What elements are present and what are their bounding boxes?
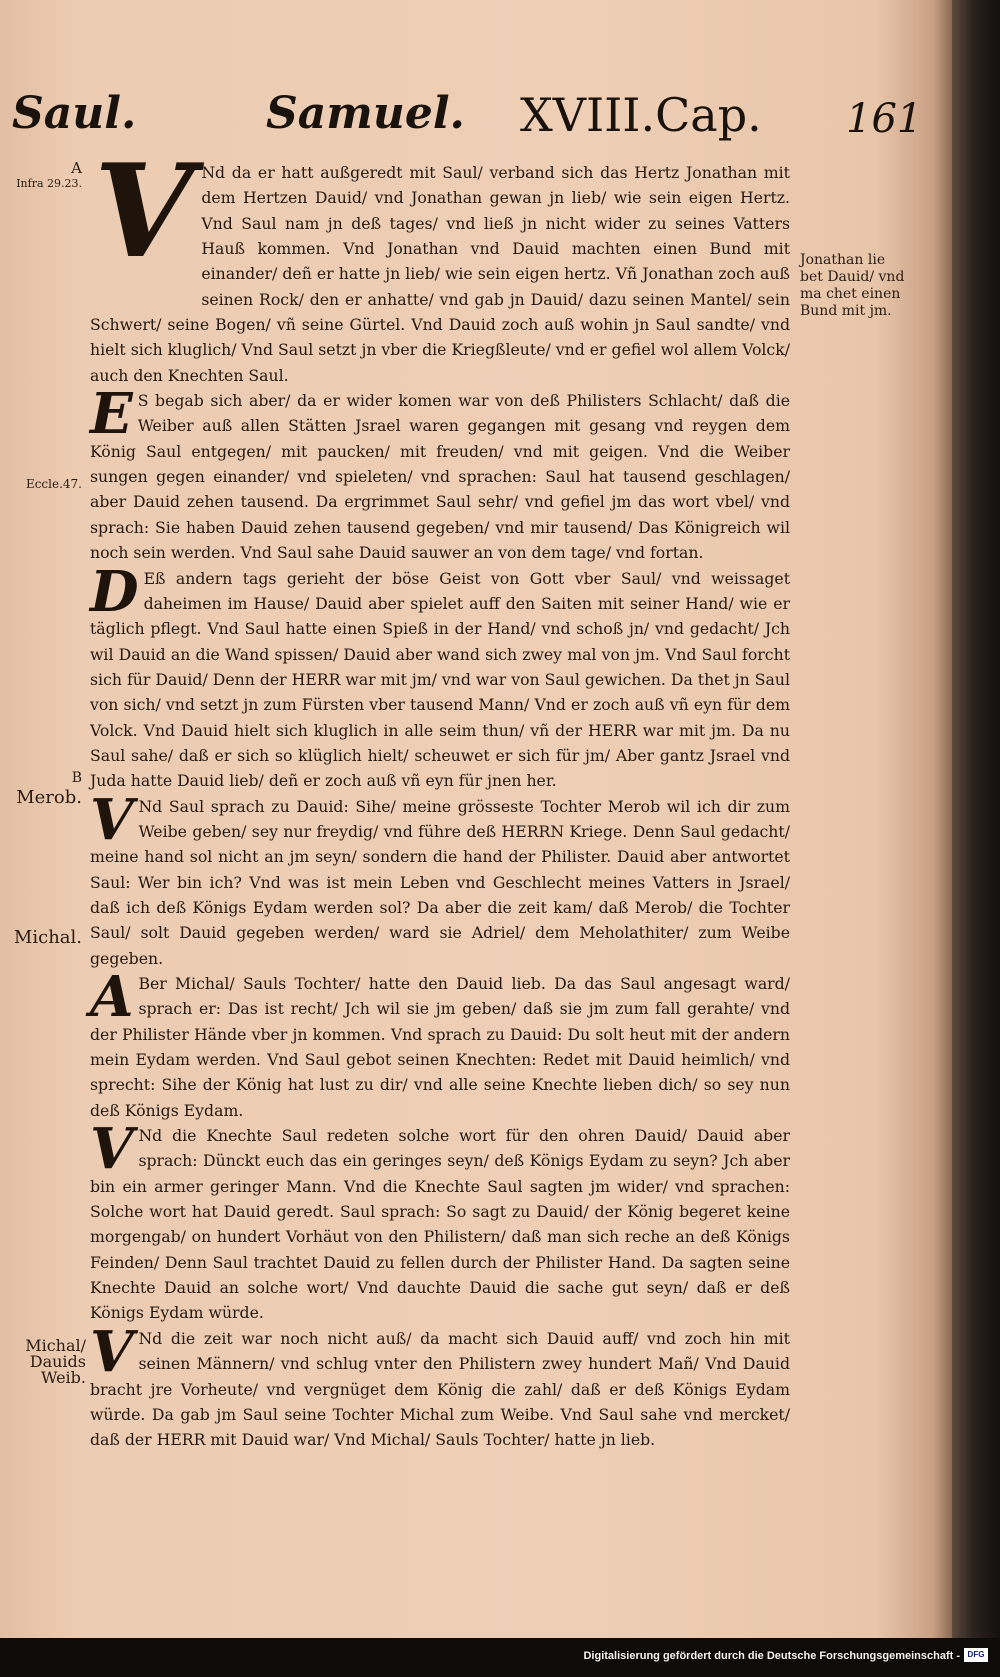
- dfg-logo: DFG: [964, 1648, 988, 1662]
- drop-cap: V: [94, 137, 194, 287]
- drop-cap: E: [90, 381, 133, 448]
- margin-keyword: Merob.: [16, 787, 82, 808]
- paragraph-text: Nd die zeit war noch nicht auß/ da macht sich Dauid auff/ vnd zoch hin mit seinen Männern/ vnd schlug vnter den Philistern zwey hundert Mañ/ Vnd Dauid bracht jre Vorheute/ vnd vergnüget dem König die zahl/ daß er deß Königs Eydam würde. Da gab jm Saul seine Tochter Michal zum Weibe. Vnd Saul sahe vnd mercket/ daß der HERR mit Dauid war/ Vnd Michal/ Sauls Tochter/ hatte jn lieb.: [90, 1328, 790, 1450]
- paragraph: [90, 1318, 790, 1453]
- page-edge: [952, 0, 1000, 1638]
- margin-summary: Jonathan lie bet Dauid/ vnd ma chet einen Bund mit jm.: [800, 252, 905, 319]
- chapter-heading: XVIII.Cap.: [520, 88, 762, 142]
- drop-cap: V: [90, 1318, 134, 1385]
- paragraph-text: Eß andern tags gerieht der böse Geist von Gott vber Saul/ vnd weissaget daheimen im Hause/ Dauid aber spielet auff den Saiten mit seiner Hand/ wie er täglich pflegt. Vnd Saul hatte einen Spieß in der Hand/ vnd schoß jn/ vnd gedacht/ Jch wil Dauid an die Wand spissen/ Dauid aber wand sich zwey mal von jm. Vnd Saul forcht sich für Dauid/ Denn der HERR war mit jm/ vnd war von Saul gewichen. Da thet jn Saul von sich/ vnd setzt jn zum Fürsten vber tausend Mann/ Vnd er zoch auß vñ eyn für dem Volck. Vnd Dauid hielt sich kluglich in alle seim thun/ vñ der HERR war mit jm. Da nu Saul sahe/ daß er sich so klüglich hielt/ scheuwet er sich für jm/ Aber gantz Jsrael vnd Juda hatte Dauid lieb/ deñ er zoch auß vñ eyn für jnen her.: [90, 568, 790, 791]
- main-text: [90, 137, 790, 1453]
- paragraph: [90, 137, 790, 388]
- running-head-left: Saul.: [12, 88, 137, 139]
- paragraph: [90, 1116, 790, 1326]
- margin-keyword: Michal/ Dauids Weib.: [25, 1336, 86, 1387]
- funding-credit: Digitalisierung gefördert durch die Deutsche Forschungsgemeinschaft -: [583, 1650, 960, 1662]
- paragraph: [90, 381, 790, 565]
- margin-reference: Eccle.47.: [25, 477, 82, 491]
- drop-cap: A: [90, 964, 134, 1030]
- section-letter: B: [71, 770, 82, 786]
- paragraph: [90, 558, 790, 794]
- drop-cap: V: [90, 786, 134, 853]
- margin-note: [12, 770, 82, 806]
- paragraph: [90, 786, 790, 971]
- paragraph: [90, 964, 790, 1123]
- margin-keyword: Michal.: [13, 927, 82, 948]
- margin-note: [12, 160, 82, 192]
- page-number: 161: [846, 96, 923, 142]
- drop-cap: D: [90, 558, 139, 625]
- paragraph-text: Ber Michal/ Sauls Tochter/ hatte den Dauid lieb. Da das Saul angesagt ward/ sprach er: Das ist recht/ Jch wil sie jm geben/ daß sie jm zum fall gerahte/ vnd der Philister Hände vber jn kommen. Vnd sprach zu Dauid: Du solt heut mit der andern mein Eydam werden. Vnd Saul gebot seinen Knechten: Redet mit Dauid heimlich/ vnd sprecht: Sihe der König hat lust zu dir/ vnd alle seine Knechte lieben dich/ so sey nun deß Königs Eydam.: [90, 974, 790, 1120]
- paragraph-text: Nd die Knechte Saul redeten solche wort für den ohren Dauid/ Dauid aber sprach: Dünckt euch das ein geringes seyn/ deß Königs Eydam zu seyn? Jch aber bin ein armer geringer Mann. Vnd die Knechte Saul sagten jm wider/ vnd sprachen: Solche wort hat Dauid geredt. Saul sprach: So sagt zu Dauid/ der König begeret keine morgengab/ on hundert Vorhäut von den Philistern/ daß man sich reche an deß Königs Feinden/ Denn Saul trachtet Dauid zu fellen durch der Philister Hand. Da sagten seine Knechte Dauid an solche wort/ Vnd dauchte Dauid die sache gut seyn/ daß er deß Königs Eydam würde.: [90, 1126, 790, 1323]
- paragraph-text: S begab sich aber/ da er wider komen war von deß Philisters Schlacht/ daß die Weiber auß allen Stätten Jsrael waren gegangen mit gesang vnd reygen dem König Saul entgegen/ mit paucken/ mit freuden/ vnd mit geigen. Vnd die Weiber sungen gegen einander/ vnd spieleten/ vnd sprachen: Saul hat tausend geschlagen/ aber Dauid zehen tausend. Da ergrimmet Saul sehr/ vnd gefiel jm das wort vbel/ vnd sprach: Sie haben Dauid zehen tausend gegeben/ vnd mir tausend/ Das Königreich wil noch sein werden. Vnd Saul sahe Dauid sauwer an von dem tage/ vnd fortan.: [90, 391, 790, 563]
- paragraph-text: Nd da er hatt außgeredt mit Saul/ verband sich das Hertz Jonathan mit dem Hertzen Dauid/ vnd Jonathan gewan jn lieb/ wie sein eigen Hertz. Vnd Saul nam jn deß tages/ vnd ließ jn nicht wider zu seines Vatters Hauß kommen. Vnd Jonathan vnd Dauid machten einen Bund mit einander/ deñ er hatte jn lieb/ wie sein eigen hertz. Vñ Jonathan zoch auß seinen Rock/ den er anhatte/ vnd gab jn Dauid/ dazu seinen Mantel/ sein Schwert/ seine Bogen/ vñ seine Gürtel. Vnd Dauid zoch auß wohin jn Saul sandte/ vnd hielt sich kluglich/ Vnd Saul setzt jn vber die Kriegßleute/ vnd er gefiel wol allem Volck/ auch den Knechten Saul.: [90, 163, 790, 385]
- margin-reference: Infra 29.23.: [16, 177, 82, 190]
- section-letter: A: [71, 159, 82, 177]
- paragraph-text: Nd Saul sprach zu Dauid: Sihe/ meine grösseste Tochter Merob wil ich dir zum Weibe geben/ sey nur freydig/ vnd führe deß HERRN Kriege. Denn Saul gedacht/ meine hand sol nicht an jm seyn/ sondern die hand der Philister. Dauid aber antwortet Saul: Wer bin ich? Vnd was ist mein Leben vnd Geschlecht meines Vatters in Jsrael/ daß ich deß Königs Eydam werden sol? Da aber die zeit kam/ daß Merob/ die Tochter Saul/ solt Dauid gegeben werden/ ward sie Adriel/ dem Meholathiter/ zum Weibe gegeben.: [90, 796, 790, 968]
- drop-cap: V: [90, 1116, 134, 1183]
- running-head-book: Samuel.: [266, 88, 465, 139]
